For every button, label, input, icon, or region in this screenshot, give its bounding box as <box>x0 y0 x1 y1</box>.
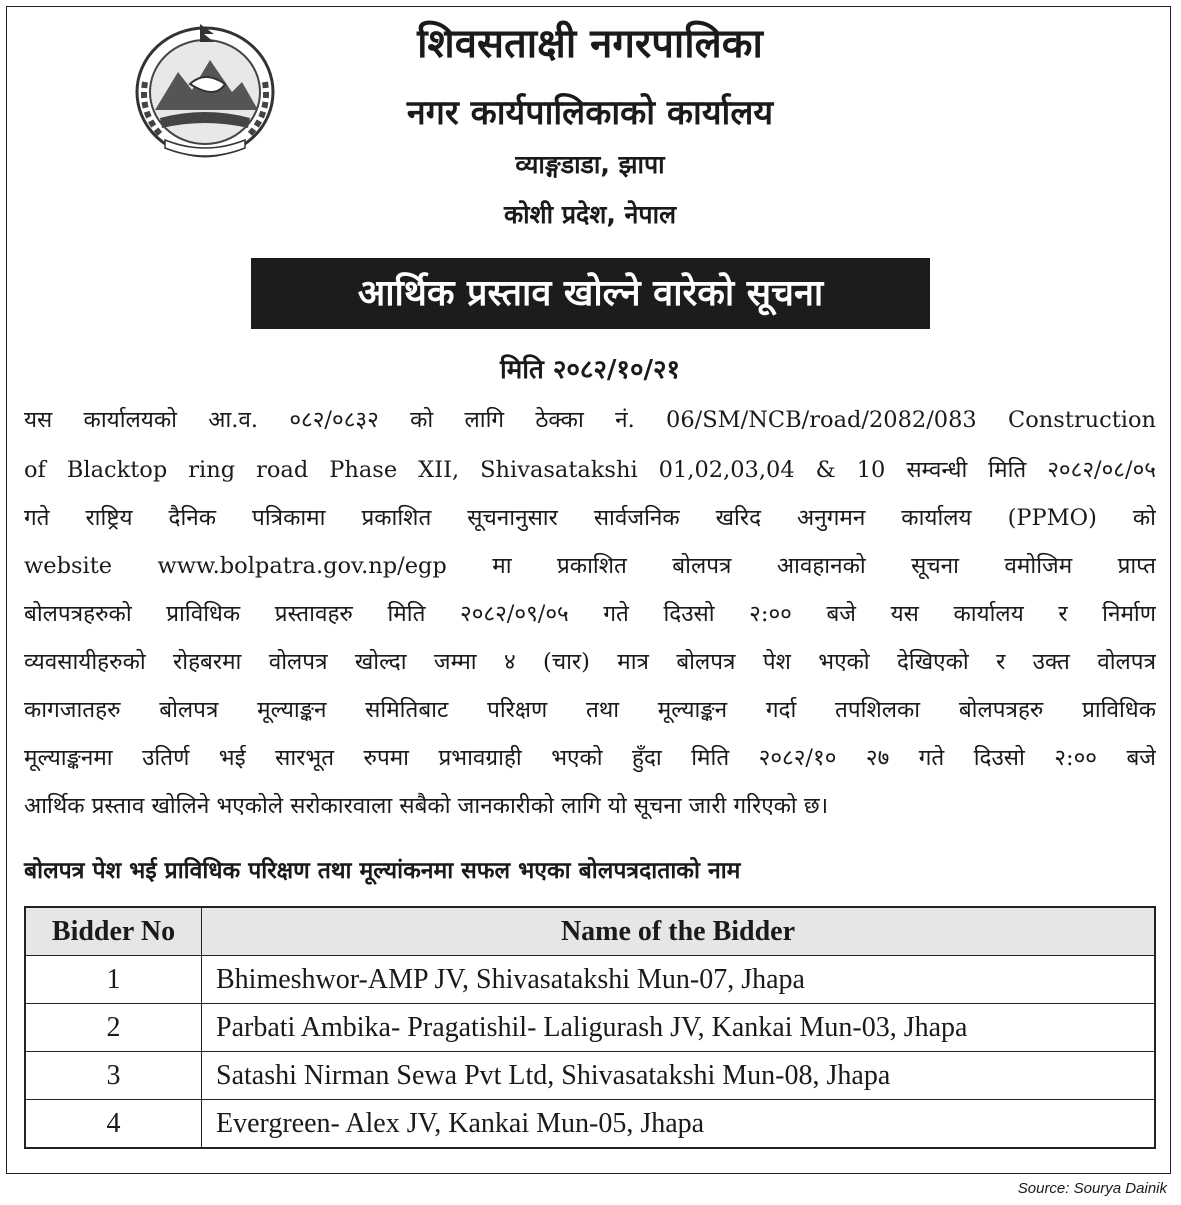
notice-date: मिति २०८२/१०/२१ <box>499 355 681 385</box>
bidder-name: Bhimeshwor-AMP JV, Shivasatakshi Mun-07, Jhapa <box>202 956 1156 1004</box>
table-row <box>25 1004 1155 1052</box>
source-credit: Source: Sourya Dainik <box>1017 1180 1167 1197</box>
bidder-no: 1 <box>25 956 202 1004</box>
municipality-name: शिवसताक्षी नगरपालिका <box>417 21 763 67</box>
address-line-1: व्याङ्गडाडा, झापा <box>515 150 665 179</box>
address-line-2: कोशी प्रदेश, नेपाल <box>503 200 677 229</box>
nepal-emblem-icon <box>130 22 280 162</box>
body-line-6: व्यवसायीहरुको रोहबरमा वोलपत्र खोल्दा जम्मा ४ (चार) मात्र बोलपत्र पेश भएको देखिएको र उक्त वोलपत्र <box>24 649 1156 675</box>
body-line-8: मूल्याङ्कनमा उतिर्ण भई सारभूत रुपमा प्रभावग्राही भएको हुँदा मिति २०८२/१० २७ गते दिउसो २:०० बजे <box>24 745 1156 771</box>
bidder-no: 3 <box>25 1052 202 1100</box>
office-name: नगर कार्यपालिकाको कार्यालय <box>406 93 774 133</box>
table-header-row <box>25 907 1155 956</box>
bidder-name: Evergreen- Alex JV, Kankai Mun-05, Jhapa <box>202 1100 1156 1149</box>
bidders-table <box>24 906 1156 1149</box>
notice-title: आर्थिक प्रस्ताव खोल्ने वारेको सूचना <box>251 258 930 329</box>
bidder-name: Satashi Nirman Sewa Pvt Ltd, Shivasatakshi Mun-08, Jhapa <box>202 1052 1156 1100</box>
table-row <box>25 1052 1155 1100</box>
body-line-7: कागजातहरु बोलपत्र मूल्याङ्कन समितिबाट परिक्षण तथा मूल्याङ्कन गर्दा तपशिलका बोलपत्रहरु प्राविधिक <box>24 697 1156 723</box>
table-row <box>25 956 1155 1004</box>
body-line-9: आर्थिक प्रस्ताव खोलिने भएकोले सरोकारवाला सबैको जानकारीको लागि यो सूचना जारी गरिएको छ। <box>24 793 829 819</box>
table-row <box>25 1100 1155 1149</box>
body-line-3: गते राष्ट्रिय दैनिक पत्रिकामा प्रकाशित सूचनानुसार सार्वजनिक खरिद अनुगमन कार्यालय (PPMO) को <box>24 505 1156 531</box>
body-line-2: of Blacktop ring road Phase XII, Shivasatakshi 01,02,03,04 & 10 सम्वन्धी मिति २०८२/०८/०५ <box>24 457 1156 483</box>
header-bidder-name: Name of the Bidder <box>202 907 1156 956</box>
bidder-no: 4 <box>25 1100 202 1149</box>
bidder-name: Parbati Ambika- Pragatishil- Laligurash JV, Kankai Mun-03, Jhapa <box>202 1004 1156 1052</box>
bidder-no: 2 <box>25 1004 202 1052</box>
header-bidder-no: Bidder No <box>25 907 202 956</box>
table-heading: बोलपत्र पेश भई प्राविधिक परिक्षण तथा मूल्यांकनमा सफल भएका बोलपत्रदाताको नाम <box>24 858 741 884</box>
body-line-1: यस कार्यालयको आ.व. ०८२/०८३२ को लागि ठेक्का नं. 06/SM/NCB/road/2082/083 Construction <box>24 407 1156 433</box>
body-line-5: बोलपत्रहरुको प्राविधिक प्रस्तावहरु मिति २०८२/०९/०५ गते दिउसो २:०० बजे यस कार्यालय र निर्माण <box>24 601 1156 627</box>
body-line-4: website www.bolpatra.gov.np/egp मा प्रकाशित बोलपत्र आवहानको सूचना वमोजिम प्राप्त <box>24 553 1156 579</box>
